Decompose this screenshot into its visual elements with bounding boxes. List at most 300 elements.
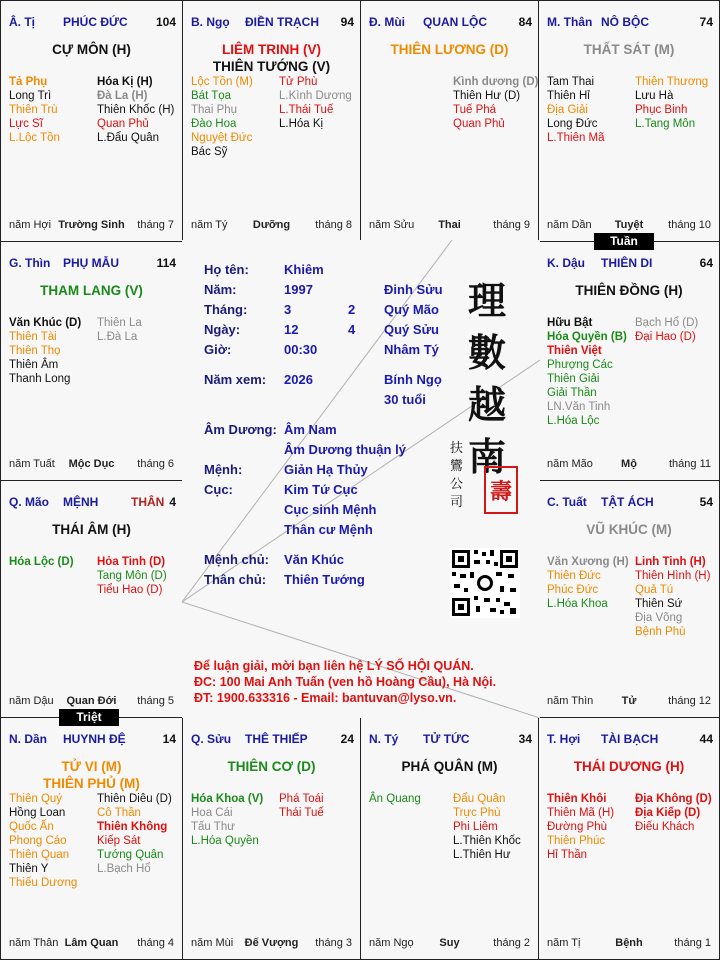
minor-stars-left (191, 75, 253, 159)
main-stars (1, 282, 182, 299)
footer-month: tháng 11 (668, 458, 711, 470)
palace-header (547, 256, 713, 272)
footer-phase: Suy (439, 937, 460, 949)
tuan-tag: Tuần (594, 233, 654, 250)
minor-stars-left (547, 555, 629, 611)
minor-star: Phúc Đức (547, 584, 599, 596)
palace-than (538, 0, 720, 242)
minor-star: L.Hóa Quyền (191, 835, 259, 847)
palace-ngo (182, 0, 361, 242)
palace-name: PHỤ MẪU (63, 256, 119, 270)
main-star: PHÁ QUÂN (M) (401, 759, 498, 774)
center-info-panel (182, 240, 540, 718)
minor-stars-right (97, 555, 167, 597)
menh-value: Giản Hạ Thủy (284, 462, 368, 477)
main-stars (183, 758, 360, 775)
contact-phone-email: ĐT: 1900.633316 - Email: bantuvan@lyso.vn. (194, 691, 457, 705)
minor-star: Kiếp Sát (97, 835, 141, 847)
minor-star: Văn Khúc (D) (9, 317, 82, 329)
minor-star: Thiên Diêu (D) (97, 793, 172, 805)
footer-phase: Mộc Dục (68, 458, 115, 470)
logo-char-4: 南 (468, 434, 507, 479)
footer-year: năm Tị (547, 937, 581, 949)
minor-star: Địa Không (D) (635, 793, 712, 805)
palace-header (547, 495, 713, 511)
footer-year: năm Tý (191, 219, 228, 231)
minor-star: Thiên Mã (H) (547, 807, 615, 819)
minor-star: Thiên Hình (H) (635, 570, 711, 582)
footer-month: tháng 12 (668, 695, 711, 707)
minor-star: Tử Phù (279, 76, 318, 88)
minor-star: Thiên Hư (D) (453, 90, 521, 102)
main-stars (361, 758, 538, 775)
minor-stars-right (97, 792, 172, 876)
main-star: VŨ KHÚC (M) (586, 522, 672, 537)
palace-number: 54 (699, 495, 713, 509)
minor-star: Địa Giải (547, 104, 588, 116)
footer-phase: Tuyệt (614, 219, 644, 231)
minor-star: Thiên Đức (547, 570, 601, 582)
thang-label: Tháng: (204, 302, 248, 317)
cuc-note: Cục sinh Mệnh (284, 502, 377, 517)
main-star: CỰ MÔN (H) (52, 42, 131, 57)
footer-year: năm Thân (9, 937, 59, 949)
minor-stars-left (547, 316, 627, 428)
minor-star: LN.Văn Tinh (547, 401, 611, 413)
palace-branch: K. Dậu (547, 256, 586, 270)
minor-star: Thai Phụ (191, 104, 238, 116)
palace-tuat (538, 480, 720, 718)
than-chu-value: Thiên Tướng (284, 572, 365, 587)
minor-stars-right (279, 792, 324, 820)
palace-number: 4 (169, 495, 176, 509)
minor-star: Đại Hao (D) (635, 331, 696, 343)
palace-footer (547, 695, 711, 709)
footer-phase: Mộ (621, 458, 637, 470)
minor-star: Lộc Tồn (M) (191, 76, 253, 88)
minor-star: Thiên Không (97, 821, 168, 833)
footer-year: năm Tuất (9, 458, 55, 470)
palace-footer (191, 937, 352, 951)
palace-mao (0, 480, 183, 718)
red-seal-stamp: 壽 (484, 466, 518, 514)
main-stars (1, 758, 182, 792)
footer-year: năm Thìn (547, 695, 594, 707)
minor-star: Bệnh Phù (635, 626, 686, 638)
main-stars (539, 41, 719, 58)
am-duong-label: Âm Dương: (204, 422, 277, 437)
minor-star: Đẩu Quân (453, 793, 506, 805)
nam-label: Năm: (204, 282, 237, 297)
minor-star: Địa Kiếp (D) (635, 807, 701, 819)
minor-star: Đường Phù (547, 821, 607, 833)
palace-ty2 (360, 717, 539, 960)
minor-star: Tả Phụ (9, 76, 48, 88)
palace-branch: G. Thìn (9, 256, 51, 270)
footer-month: tháng 5 (137, 695, 174, 707)
palace-header (9, 15, 176, 31)
than-marker: THÂN (131, 495, 165, 509)
palace-branch: Q. Sửu (191, 732, 232, 746)
minor-star: Tam Thai (547, 76, 595, 88)
minor-star: Lưu Hà (635, 90, 674, 102)
palace-name: QUAN LỘC (423, 15, 487, 29)
nam-xem-label: Năm xem: (204, 372, 267, 387)
palace-thin (0, 241, 183, 481)
footer-month: tháng 9 (493, 219, 530, 231)
qr-code (450, 548, 520, 618)
minor-star: Thiên Khôi (547, 793, 607, 805)
main-star: THIÊN CƠ (D) (227, 759, 316, 774)
minor-star: Lực Sĩ (9, 118, 43, 130)
gio-value: 00:30 (284, 342, 318, 357)
minor-stars-left (9, 555, 74, 569)
footer-month: tháng 1 (674, 937, 711, 949)
footer-month: tháng 2 (493, 937, 530, 949)
minor-star: Thiên Khốc (H) (97, 104, 175, 116)
minor-stars-left (369, 792, 421, 806)
palace-ty (0, 0, 183, 242)
minor-star: Thiếu Dương (9, 877, 78, 889)
palace-branch: Q. Mão (9, 495, 50, 509)
palace-branch: M. Thân (547, 15, 593, 29)
minor-stars-right (635, 316, 698, 344)
footer-year: năm Dậu (9, 695, 54, 707)
minor-star: Tang Môn (D) (97, 570, 167, 582)
main-stars (1, 521, 182, 538)
main-star: THIÊN PHỦ (M) (43, 776, 140, 791)
nam-value: 1997 (284, 282, 313, 297)
minor-star: Hỏa Tinh (D) (97, 556, 166, 568)
minor-star: Hóa Quyền (B) (547, 331, 627, 343)
logo-small-text: 扶鸞公司 (450, 441, 464, 510)
main-star: LIÊM TRINH (V) (222, 42, 321, 57)
footer-phase: Quan Đới (66, 695, 117, 707)
minor-star: Tiểu Hao (D) (97, 584, 163, 596)
minor-star: Thái Tuế (279, 807, 324, 819)
ngay-can-chi: Quý Sửu (384, 322, 439, 337)
footer-month: tháng 3 (315, 937, 352, 949)
minor-star: L.Thiên Mã (547, 132, 605, 144)
palace-footer (9, 219, 174, 233)
palace-footer (547, 937, 711, 951)
footer-month: tháng 6 (137, 458, 174, 470)
main-star: THÁI DƯƠNG (H) (573, 759, 685, 774)
palace-number: 74 (699, 15, 713, 29)
palace-branch: N. Tý (369, 732, 399, 746)
minor-star: L.Kình Dương (279, 90, 352, 102)
main-star: TỬ VI (M) (61, 759, 122, 774)
minor-star: Hồng Loan (9, 807, 66, 819)
minor-star: Trực Phù (453, 807, 501, 819)
nam-xem-can-chi: Bính Ngọ (384, 372, 442, 387)
palace-dau (538, 241, 720, 481)
footer-month: tháng 4 (137, 937, 174, 949)
palace-header (547, 732, 713, 748)
minor-star: Tuế Phá (453, 104, 497, 116)
palace-header (191, 15, 354, 31)
am-duong-value: Âm Nam (284, 422, 337, 437)
minor-star: Long Trì (9, 90, 52, 102)
minor-star: L.Thiên Khốc (453, 835, 521, 847)
palace-header (369, 732, 532, 748)
palace-name: PHÚC ĐỨC (63, 15, 128, 29)
palace-header (9, 495, 176, 511)
minor-stars-right (97, 316, 142, 344)
minor-stars-right (279, 75, 352, 131)
main-stars (539, 521, 719, 538)
minor-star: Quan Phủ (453, 118, 505, 130)
minor-stars-right (453, 75, 538, 131)
ngay-value: 12 (284, 322, 299, 337)
minor-star: Phi Liêm (453, 821, 498, 833)
minor-stars-left (191, 792, 263, 848)
minor-star: Thiên Phúc (547, 835, 606, 847)
minor-star: Linh Tinh (H) (635, 556, 706, 568)
minor-star: Thiên Quý (9, 793, 63, 805)
minor-stars-left (9, 316, 81, 386)
minor-star: L.Thái Tuế (279, 104, 334, 116)
minor-stars-right (635, 792, 712, 834)
minor-stars-right (635, 555, 710, 639)
minor-star: Phục Binh (635, 104, 688, 116)
minor-star: Thiên Thương (635, 76, 709, 88)
main-star: THIÊN LƯƠNG (D) (390, 42, 509, 57)
palace-branch: N. Dần (9, 732, 48, 746)
minor-star: Thanh Long (9, 373, 71, 385)
minor-star: L.Đẩu Quân (97, 132, 160, 144)
minor-star: Đào Hoa (191, 118, 237, 130)
palace-footer (9, 937, 174, 951)
ngay-am-lich: 4 (348, 322, 356, 337)
palace-dan (0, 717, 183, 960)
palace-branch: B. Ngọ (191, 15, 230, 29)
palace-footer (9, 695, 174, 709)
footer-month: tháng 10 (668, 219, 711, 231)
minor-stars-right (635, 75, 708, 131)
contact-address: ĐC: 100 Mai Anh Tuấn (ven hồ Hoàng Cầu), Hà Nội. (194, 675, 497, 689)
palace-number: 44 (699, 732, 713, 746)
main-stars (539, 758, 719, 775)
minor-star: Thiên Trù (9, 104, 58, 116)
minor-star: L.Thiên Hư (453, 849, 511, 861)
footer-phase: Lâm Quan (64, 937, 119, 949)
minor-stars-right (453, 792, 521, 862)
minor-star: Quan Phủ (97, 118, 149, 130)
minor-star: L.Tang Môn (635, 118, 696, 130)
minor-star: Hóa Lộc (D) (9, 556, 74, 568)
minor-star: Bát Tọa (191, 90, 232, 102)
palace-name: MỆNH (63, 495, 99, 509)
ho-ten-value: Khiêm (284, 262, 324, 277)
minor-star: Hoa Cái (191, 807, 233, 819)
menh-label: Mệnh: (204, 462, 243, 477)
minor-stars-left (9, 792, 77, 890)
minor-star: Thiên Y (9, 863, 49, 875)
palace-header (9, 256, 176, 272)
menh-chu-label: Mệnh chủ: (204, 552, 269, 567)
palace-branch: C. Tuất (547, 495, 587, 509)
cuc-value: Kim Tứ Cục (284, 482, 358, 497)
logo-char-3: 越 (468, 382, 507, 427)
triet-tag: Triệt (59, 709, 119, 726)
palace-hoi (538, 717, 720, 960)
gio-can-chi: Nhâm Tý (384, 342, 439, 357)
minor-star: Thiên Sứ (635, 598, 683, 610)
palace-header (369, 15, 532, 31)
palace-branch: T. Hợi (547, 732, 581, 746)
minor-star: Bạch Hổ (D) (635, 317, 699, 329)
minor-star: L.Hóa Lộc (547, 415, 600, 427)
palace-header (547, 15, 713, 31)
minor-star: Thiên Tài (9, 331, 57, 343)
palace-number: 94 (340, 15, 354, 29)
minor-star: L.Bạch Hổ (97, 863, 151, 875)
am-duong-note: Âm Dương thuận lý (284, 442, 406, 457)
cuc-note-2: Thân cư Mệnh (284, 522, 373, 537)
minor-star: Hóa Kị (H) (97, 76, 153, 88)
thang-am-lich: 2 (348, 302, 356, 317)
minor-star: Hỉ Thần (547, 849, 588, 861)
main-stars (539, 282, 719, 299)
minor-star: L.Lộc Tồn (9, 132, 60, 144)
ho-ten-label: Họ tên: (204, 262, 249, 277)
minor-star: Hóa Khoa (V) (191, 793, 264, 805)
minor-star: L.Hóa Khoa (547, 598, 608, 610)
thang-value: 3 (284, 302, 292, 317)
palace-number: 34 (518, 732, 532, 746)
footer-year: năm Ngọ (369, 937, 414, 949)
palace-name: THÊ THIẾP (245, 732, 308, 746)
palace-number: 24 (340, 732, 354, 746)
minor-star: Nguyệt Đức (191, 132, 253, 144)
logo-char-1: 理 (468, 278, 507, 323)
palace-number: 14 (162, 732, 176, 746)
palace-name: TÀI BẠCH (601, 732, 659, 746)
than-chu-label: Thân chủ: (204, 572, 267, 587)
minor-star: Địa Võng (635, 612, 683, 624)
minor-star: Phá Toái (279, 793, 324, 805)
minor-star: Thiên Hỉ (547, 90, 590, 102)
main-stars (183, 41, 360, 75)
minor-star: Tấu Thư (191, 821, 235, 833)
palace-header (191, 732, 354, 748)
minor-stars-right (97, 75, 174, 145)
palace-name: ĐIỀN TRẠCH (245, 15, 319, 29)
minor-star: Thiên La (97, 317, 142, 329)
minor-star: Hữu Bật (547, 317, 593, 329)
palace-footer (191, 219, 352, 233)
footer-year: năm Sửu (369, 219, 415, 231)
palace-suu (182, 717, 361, 960)
main-stars (361, 41, 538, 58)
nam-can-chi: Đinh Sửu (384, 282, 443, 297)
minor-star: Thiên Quan (9, 849, 70, 861)
minor-star: Kình dương (D) (453, 76, 539, 88)
palace-name: TẬT ÁCH (601, 495, 654, 509)
cuc-label: Cục: (204, 482, 233, 497)
minor-star: Phong Cáo (9, 835, 67, 847)
minor-star: Văn Xương (H) (547, 556, 629, 568)
footer-year: năm Hợi (9, 219, 52, 231)
minor-star: Đà La (H) (97, 90, 148, 102)
footer-phase: Thai (438, 219, 461, 231)
minor-star: Ân Quang (369, 793, 421, 805)
footer-year: năm Dần (547, 219, 592, 231)
ngay-label: Ngày: (204, 322, 241, 337)
footer-year: năm Mùi (191, 937, 234, 949)
minor-star: Long Đức (547, 118, 598, 130)
footer-phase: Trường Sinh (58, 219, 125, 231)
minor-stars-left (547, 75, 605, 145)
palace-footer (369, 219, 530, 233)
contact-info (194, 658, 496, 706)
minor-star: L.Hóa Kị (279, 118, 324, 130)
palace-number: 64 (699, 256, 713, 270)
main-stars (1, 41, 182, 58)
footer-phase: Đế Vượng (244, 937, 299, 949)
footer-phase: Bệnh (615, 937, 643, 949)
tuoi-value: 30 tuổi (384, 392, 426, 407)
minor-star: Tướng Quân (97, 849, 164, 861)
palace-footer (9, 458, 174, 472)
minor-star: Thiên Giải (547, 373, 600, 385)
minor-star: Thiên Việt (547, 345, 602, 357)
palace-name: HUYNH ĐỆ (63, 732, 126, 746)
minor-star: Điếu Khách (635, 821, 695, 833)
palace-footer (547, 458, 711, 472)
palace-branch: Â. Tị (9, 15, 35, 29)
minor-star: Phượng Các (547, 359, 613, 371)
palace-header (9, 732, 176, 748)
main-star: THIÊN ĐỒNG (H) (575, 283, 683, 298)
logo-char-2: 數 (468, 330, 507, 375)
minor-star: Bác Sỹ (191, 146, 228, 158)
footer-phase: Dưỡng (252, 219, 291, 231)
main-star: THAM LANG (V) (40, 283, 143, 298)
nam-xem-value: 2026 (284, 372, 313, 387)
palace-name: THIÊN DI (601, 256, 653, 270)
gio-label: Giờ: (204, 342, 232, 357)
main-star: THẤT SÁT (M) (583, 42, 675, 57)
palace-mui (360, 0, 539, 242)
palace-number: 104 (155, 15, 176, 29)
thang-can-chi: Quý Mão (384, 302, 439, 317)
palace-name: TỬ TỨC (423, 732, 470, 746)
footer-month: tháng 7 (137, 219, 174, 231)
palace-footer (369, 937, 530, 951)
menh-chu-value: Văn Khúc (284, 552, 344, 567)
minor-star: Cô Thần (97, 807, 141, 819)
minor-star: Quả Tú (635, 584, 674, 596)
contact-line-1: Để luận giải, mời bạn liên hệ LÝ SỐ HỘI QUÁN. (194, 659, 474, 673)
palace-branch: Đ. Mùi (369, 15, 405, 29)
palace-name: NÔ BỘC (601, 15, 649, 29)
palace-footer (547, 219, 711, 233)
minor-star: Giải Thần (547, 387, 597, 399)
main-star: THIÊN TƯỚNG (V) (212, 59, 331, 74)
minor-star: Thiên Âm (9, 359, 59, 371)
palace-number: 84 (518, 15, 532, 29)
footer-phase: Tử (621, 695, 637, 707)
palace-number: 114 (156, 256, 176, 270)
minor-star: Quốc Ấn (9, 821, 54, 833)
footer-month: tháng 8 (315, 219, 352, 231)
minor-star: Thiên Thọ (9, 345, 61, 357)
minor-stars-left (9, 75, 60, 145)
minor-stars-left (547, 792, 614, 862)
footer-year: năm Mão (547, 458, 593, 470)
